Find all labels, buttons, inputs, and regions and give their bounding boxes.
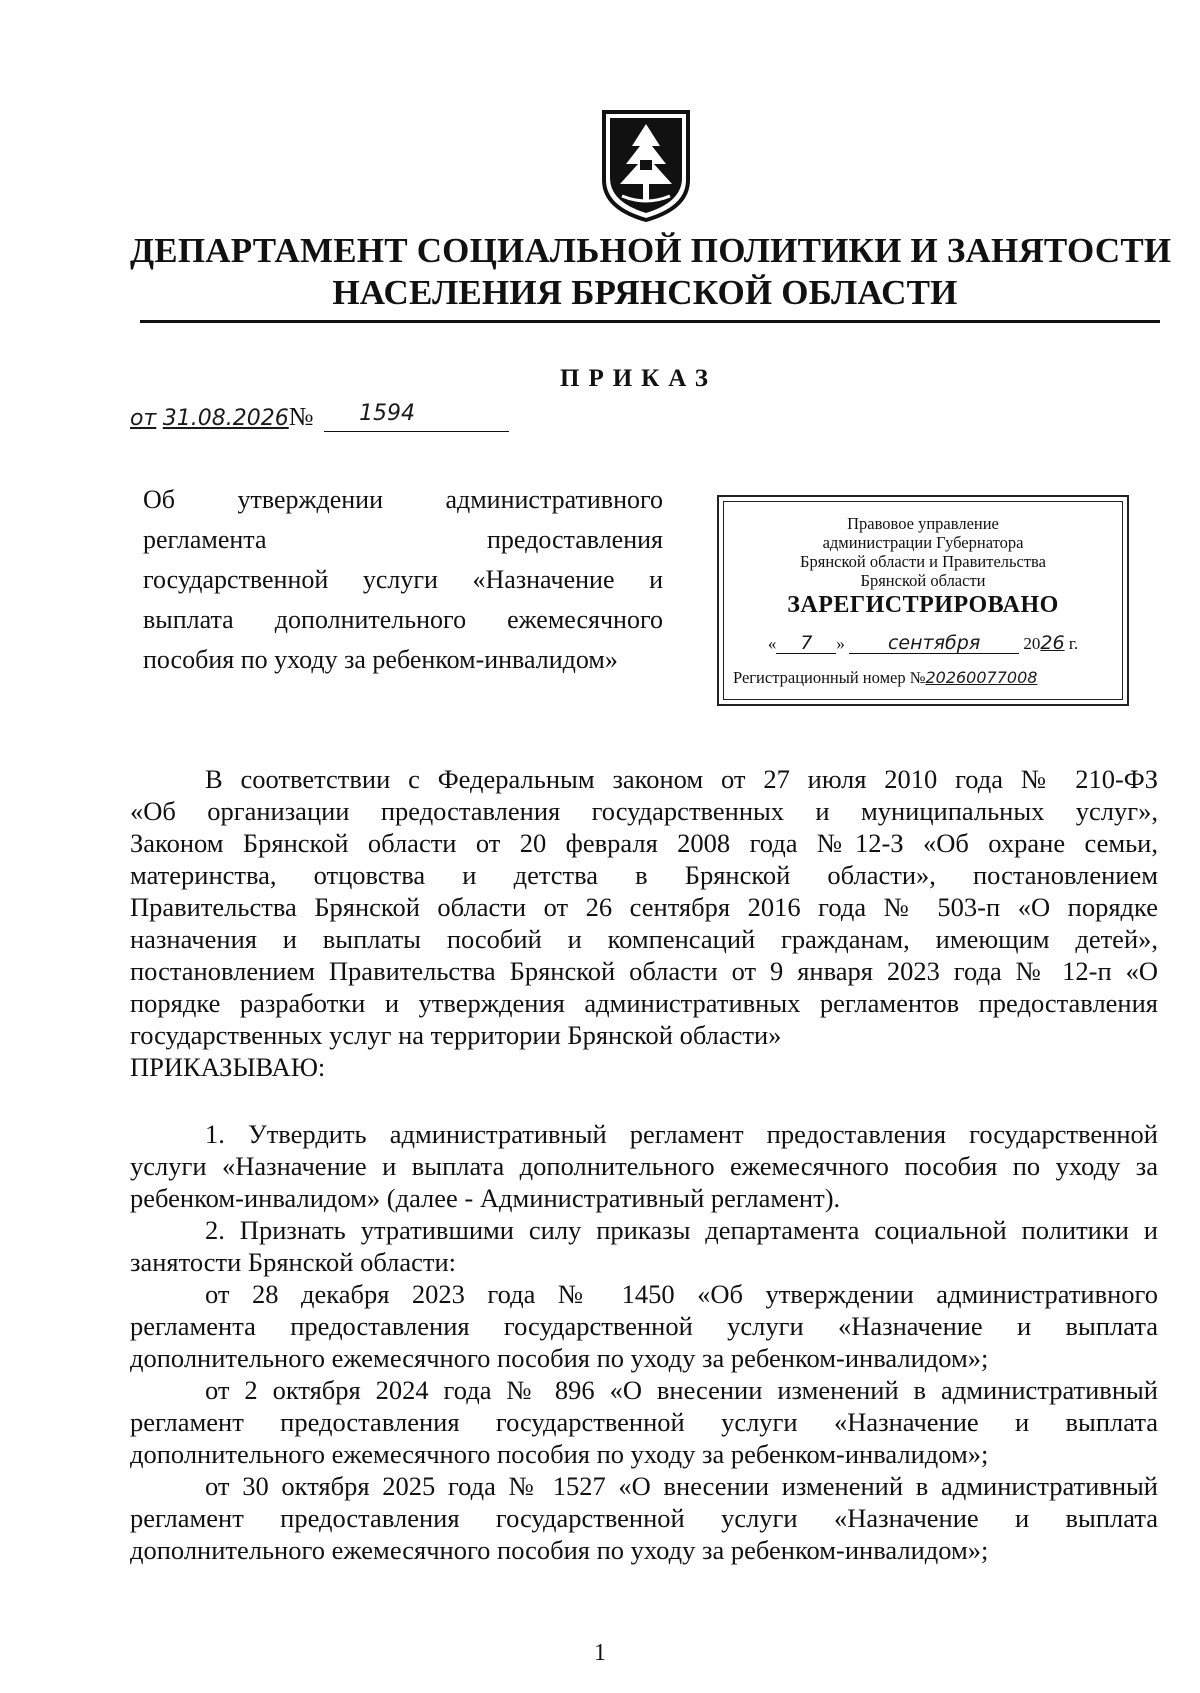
- stamp-reg-number: [719, 669, 1127, 687]
- title-line: выплата дополнительного ежемесячного: [143, 605, 663, 634]
- coat-of-arms-icon: [600, 110, 692, 222]
- item-line: дополнительного ежемесячного пособия по уходу за ребенком-инвалидом»;: [130, 1439, 989, 1469]
- preamble-line: порядке разработки и утверждения административных регламентов предоставления: [130, 988, 1158, 1018]
- item-line: услуги «Назначение и выплата дополнительного ежемесячного пособия по уходу за: [130, 1151, 1158, 1181]
- item-line: 2. Признать утратившими силу приказы департамента социальной политики и: [205, 1215, 1158, 1245]
- stamp-month: сентября: [887, 632, 981, 654]
- order-date-prefix: от: [130, 406, 157, 431]
- item-1: [130, 1118, 1158, 1566]
- preamble-line: «Об организации предоставления государственных и муниципальных услуг»,: [130, 796, 1158, 826]
- order-number: 1594: [359, 401, 416, 426]
- stamp-year: 26: [1040, 632, 1065, 654]
- order-number-line: [324, 403, 509, 432]
- stamp-day: 7: [800, 632, 813, 654]
- order-date: 31.08.2026: [162, 406, 289, 431]
- preamble-line: постановлением Правительства Брянской области от 9 января 2023 года № 12-п «О: [130, 956, 1158, 986]
- preamble-line: Правительства Брянской области от 26 сентября 2016 года № 503-п «О порядке: [130, 892, 1158, 922]
- item-line: от 2 октября 2024 года № 896 «О внесении изменений в административный: [205, 1375, 1158, 1405]
- preamble-line: государственных услуг на территории Брянской области»: [130, 1020, 782, 1050]
- preamble-line: В соответствии с Федеральным законом от 27 июля 2010 года № 210-ФЗ: [205, 764, 1158, 794]
- item-line: от 28 декабря 2023 года № 1450 «Об утверждении административного: [205, 1279, 1158, 1309]
- item-line: дополнительного ежемесячного пособия по уходу за ребенком-инвалидом»;: [130, 1343, 989, 1373]
- document-title: [143, 480, 663, 680]
- stamp-line: Брянской области: [860, 571, 986, 590]
- document-type: ПРИКАЗ: [560, 365, 717, 392]
- preamble-line: Законом Брянской области от 20 февраля 2008 года №12-З «Об охране семьи,: [130, 828, 1158, 858]
- item-line: ребенком-инвалидом» (далее - Административный регламент).: [130, 1183, 841, 1213]
- department-name-line2: НАСЕЛЕНИЯ БРЯНСКОЙ ОБЛАСТИ: [332, 273, 958, 312]
- stamp-registered: ЗАРЕГИСТРИРОВАНО: [787, 592, 1059, 618]
- item-line: от 30 октября 2025 года № 1527 «О внесении изменений в административный: [205, 1471, 1158, 1501]
- department-name-line1: ДЕПАРТАМЕНТ СОЦИАЛЬНОЙ ПОЛИТИКИ И ЗАНЯТОСТИ: [130, 231, 1172, 270]
- stamp-year-prefix: 20: [1023, 634, 1041, 653]
- stamp-year-unit: г.: [1068, 634, 1079, 653]
- stamp-line: администрации Губернатора: [822, 533, 1024, 552]
- item-line: регламент предоставления государственной услуги «Назначение и выплата: [130, 1503, 1158, 1533]
- preamble: [130, 763, 1158, 1083]
- title-line: Об утверждении административного: [143, 485, 663, 514]
- item-line: регламент предоставления государственной услуги «Назначение и выплата: [130, 1407, 1158, 1437]
- item-line: занятости Брянской области:: [130, 1247, 457, 1277]
- stamp-line: Брянской области и Правительства: [800, 552, 1046, 571]
- stamp-reg-label: Регистрационный номер №: [733, 668, 926, 687]
- order-number-label: №: [288, 402, 314, 431]
- registration-stamp: [717, 495, 1129, 706]
- item-line: 1. Утвердить административный регламент предоставления государственной: [205, 1119, 1158, 1149]
- command: ПРИКАЗЫВАЮ:: [130, 1052, 326, 1082]
- title-line: государственной услуги «Назначение и: [143, 565, 663, 594]
- title-line: регламента предоставления: [143, 525, 663, 554]
- header-divider: [140, 320, 1160, 323]
- preamble-line: материнства, отцовства и детства в Брянской области», постановлением: [130, 860, 1158, 890]
- stamp-reg-value: 20260077008: [925, 668, 1038, 687]
- item-line: дополнительного ежемесячного пособия по уходу за ребенком-инвалидом»;: [130, 1535, 989, 1565]
- order-date-number: [130, 402, 509, 432]
- stamp-line: Правовое управление: [847, 514, 999, 533]
- page-number: 1: [594, 1640, 606, 1666]
- stamp-date: « 7 » сентября 2026 г.: [767, 632, 1079, 654]
- item-line: регламента предоставления государственной услуги «Назначение и выплата: [130, 1311, 1158, 1341]
- title-line: пособия по уходу за ребенком-инвалидом»: [143, 645, 618, 674]
- preamble-line: назначения и выплаты пособий и компенсаций гражданам, имеющим детей»,: [130, 924, 1158, 954]
